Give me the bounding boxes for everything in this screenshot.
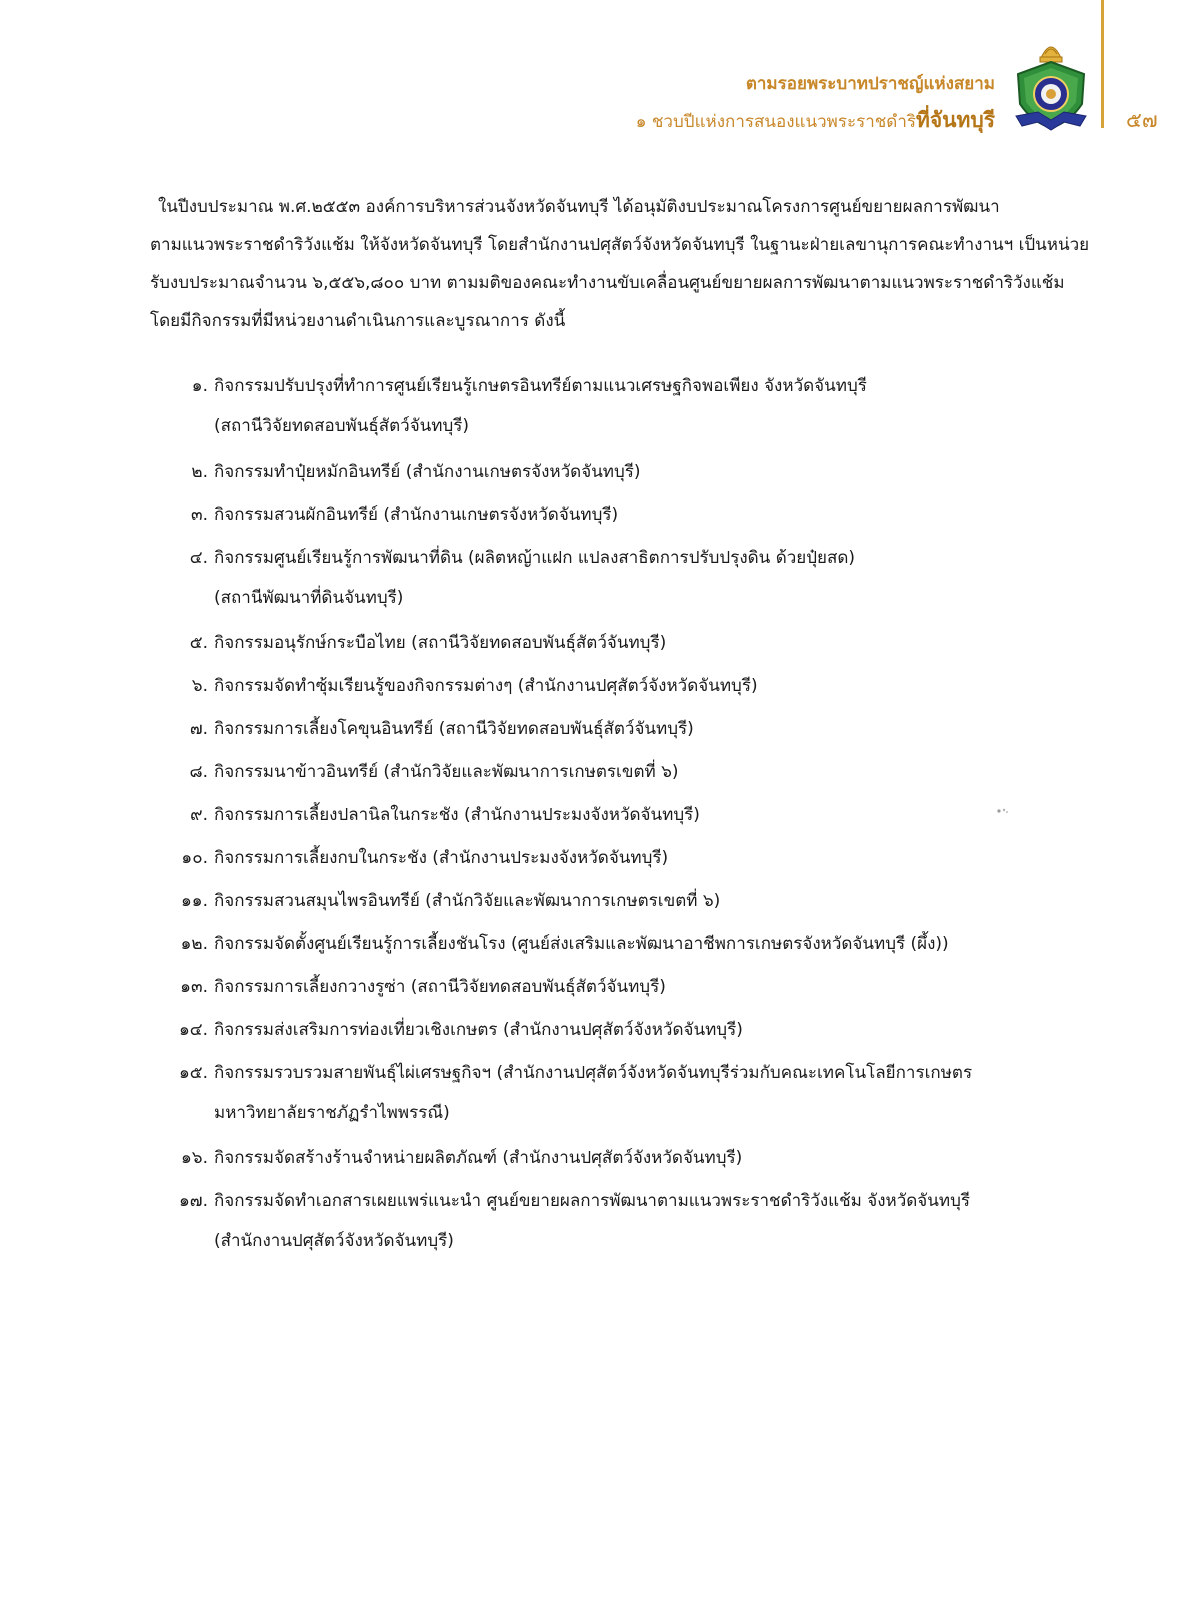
list-item-text: กิจกรรมสวนสมุนไพรอินทรีย์ (สำนักวิจัยและพัฒนาการเกษตรเขตที่ ๖) [214, 891, 721, 911]
list-item-text: กิจกรรมสวนผักอินทรีย์ (สำนักงานเกษตรจังหวัดจันทบุรี) [214, 505, 619, 525]
list-item-number: ๑๔. [178, 1020, 208, 1040]
list-item-text: กิจกรรมรวบรวมสายพันธุ์ไผ่เศรษฐกิจฯ (สำนักงานปศุสัตว์จังหวัดจันทบุรีร่วมกับคณะเทคโนโลยีการเกษตร [214, 1063, 973, 1083]
list-item-text: กิจกรรมการเลี้ยงโคขุนอินทรีย์ (สถานีวิจัยทดสอบพันธุ์สัตว์จันทบุรี) [214, 719, 694, 739]
list-item-text: กิจกรรมส่งเสริมการท่องเที่ยวเชิงเกษตร (สำนักงานปศุสัตว์จังหวัดจันทบุรี) [214, 1020, 743, 1040]
list-item-number: ๓. [190, 505, 208, 525]
list-item-agency: (สถานีวิจัยทดสอบพันธุ์สัตว์จันทบุรี) [214, 416, 470, 436]
header-divider [1101, 0, 1104, 128]
paragraph-line: ตามแนวพระราชดำริวังแช้ม ให้จังหวัดจันทบุรี โดยสำนักงานปศุสัตว์จังหวัดจันทบุรี ในฐานะฝ่ายเลขานุการคณะทำงานฯ เป็นหน่วย [150, 235, 1090, 255]
list-item-number: ๑๕. [178, 1063, 208, 1083]
list-item-text: กิจกรรมอนุรักษ์กระบือไทย (สถานีวิจัยทดสอบพันธุ์สัตว์จันทบุรี) [214, 633, 667, 653]
list-item-text: กิจกรรมทำปุ๋ยหมักอินทรีย์ (สำนักงานเกษตรจังหวัดจันทบุรี) [214, 462, 641, 482]
paragraph-line: รับงบประมาณจำนวน ๖,๕๕๖,๘๐๐ บาท ตามมติของคณะทำงานขับเคลื่อนศูนย์ขยายผลการพัฒนาตามแนวพระราชดำริวังแช้ม [150, 273, 1065, 293]
list-item-text: กิจกรรมจัดทำเอกสารเผยแพร่แนะนำ ศูนย์ขยายผลการพัฒนาตามแนวพระราชดำริวังแช้ม จังหวัดจันทบุรี [214, 1191, 971, 1211]
provincial-seal-icon [1008, 38, 1094, 134]
list-item-number: ๕. [189, 633, 208, 653]
list-item-number: ๗. [189, 719, 208, 739]
list-item-number: ๑. [191, 376, 208, 396]
list-item-text: กิจกรรมศูนย์เรียนรู้การพัฒนาที่ดิน (ผลิตหญ้าแฝก แปลงสาธิตการปรับปรุงดิน ด้วยปุ๋ยสด) [214, 548, 856, 568]
list-item-agency: (สำนักงานปศุสัตว์จังหวัดจันทบุรี) [214, 1231, 454, 1251]
paragraph-line: ในปีงบประมาณ พ.ศ.๒๕๕๓ องค์การบริหารส่วนจังหวัดจันทบุรี ได้อนุมัติงบประมาณโครงการศูนย์ขยายผลการพัฒนา [158, 197, 1000, 217]
list-item-text: กิจกรรมจัดตั้งศูนย์เรียนรู้การเลี้ยงชันโรง (ศูนย์ส่งเสริมและพัฒนาอาชีพการเกษตรจังหวัดจันทบุรี (ผึ้ง)) [214, 934, 949, 954]
list-item-number: ๑๐. [181, 848, 208, 868]
list-item-text: กิจกรรมจัดสร้างร้านจำหน่ายผลิตภัณฑ์ (สำนักงานปศุสัตว์จังหวัดจันทบุรี) [214, 1148, 743, 1168]
intro-paragraph [150, 188, 1090, 340]
running-header-subtitle [636, 104, 995, 137]
list-item-number: ๖. [191, 676, 208, 696]
list-item-number: ๘. [189, 762, 208, 782]
list-item-number: ๔. [189, 548, 208, 568]
list-item-agency: มหาวิทยาลัยราชภัฏรำไพพรรณี) [214, 1103, 450, 1123]
list-item-text: กิจกรรมการเลี้ยงปลานิลในกระชัง (สำนักงานประมงจังหวัดจันทบุรี) [214, 805, 700, 825]
list-item-number: ๑๗. [179, 1191, 208, 1211]
list-item-number: ๑๖. [181, 1148, 208, 1168]
list-item-text: กิจกรรมปรับปรุงที่ทำการศูนย์เรียนรู้เกษตรอินทรีย์ตามแนวเศรษฐกิจพอเพียง จังหวัดจันทบุรี [214, 376, 867, 396]
list-item-number: ๑๒. [180, 934, 208, 954]
list-item-agency: (สถานีพัฒนาที่ดินจันทบุรี) [214, 588, 404, 608]
page-number: ๕๗ [1126, 108, 1158, 132]
scan-speck-mark [996, 806, 1010, 816]
list-item-text: กิจกรรมการเลี้ยงกบในกระชัง (สำนักงานประมงจังหวัดจันทบุรี) [214, 848, 669, 868]
running-header-subtitle-prefix: ๑ ชวบปีแห่งการสนองแนวพระราชดำริ [635, 112, 917, 132]
list-item-number: ๑๑. [181, 891, 208, 911]
list-item-text: กิจกรรมนาข้าวอินทรีย์ (สำนักวิจัยและพัฒนาการเกษตรเขตที่ ๖) [214, 762, 679, 782]
running-header-title: ตามรอยพระบาทปราชญ์แห่งสยาม [745, 74, 995, 94]
paragraph-line: โดยมีกิจกรรมที่มีหน่วยงานดำเนินการและบูรณาการ ดังนี้ [150, 311, 566, 331]
list-item-text: กิจกรรมการเลี้ยงกวางรูซ่า (สถานีวิจัยทดสอบพันธุ์สัตว์จันทบุรี) [214, 977, 666, 997]
list-item-number: ๑๓. [180, 977, 208, 997]
list-item-number: ๒. [191, 462, 208, 482]
running-header-subtitle-emphasis: ที่จันทบุรี [916, 108, 995, 132]
list-item-number: ๙. [190, 805, 208, 825]
list-item-text: กิจกรรมจัดทำซุ้มเรียนรู้ของกิจกรรมต่างๆ (สำนักงานปศุสัตว์จังหวัดจันทบุรี) [214, 676, 758, 696]
